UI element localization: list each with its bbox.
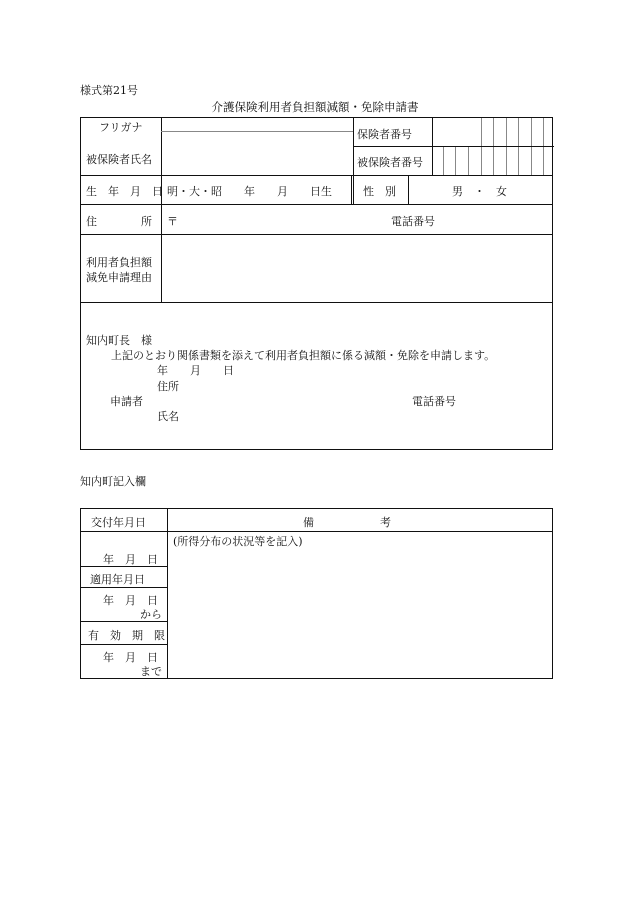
applicant-label: 申請者 (110, 395, 143, 408)
sex-label: 性 別 (363, 185, 396, 198)
until-label: まで (140, 665, 162, 678)
remarks-label: 備 考 (303, 516, 391, 529)
reason-label-1: 利用者負担額 (86, 256, 152, 269)
insured-number-label: 被保険者番号 (357, 156, 423, 169)
remarks-note: (所得分布の状況等を記入) (173, 535, 303, 548)
applicant-name-label: 氏名 (157, 410, 179, 423)
validity-ymd: 年 月 日 (103, 651, 158, 664)
sex-value: 男 ・ 女 (452, 185, 507, 198)
reason-label-2: 減免申請理由 (86, 271, 152, 284)
issue-date-label: 交付年月日 (91, 516, 146, 529)
issue-ymd: 年 月 日 (103, 553, 158, 566)
phone-label: 電話番号 (391, 215, 435, 228)
declaration-date: 年 月 日 (157, 364, 234, 377)
insurer-number-label: 保険者番号 (357, 128, 412, 141)
insured-name-label: 被保険者氏名 (86, 153, 152, 166)
application-form (80, 117, 553, 450)
applicant-phone-label: 電話番号 (412, 395, 456, 408)
address-label: 住 所 (86, 215, 152, 228)
declaration-statement: 上記のとおり関係書類を添えて利用者負担額に係る減額・免除を申請します。 (111, 349, 496, 362)
effective-date-label: 適用年月日 (90, 573, 145, 586)
form-number: 様式第21号 (80, 84, 138, 97)
office-use-table (80, 508, 553, 679)
effective-ymd: 年 月 日 (103, 594, 158, 607)
from-label: から (140, 608, 162, 621)
validity-label: 有 効 期 限 (88, 629, 165, 642)
addressee: 知内町長 様 (86, 334, 152, 347)
form-title: 介護保険利用者負担額減額・免除申請書 (211, 100, 419, 114)
birth-date-label: 生 年 月 日 (86, 185, 163, 198)
applicant-address-label: 住所 (157, 380, 179, 393)
furigana-label: フリガナ (99, 121, 143, 134)
office-section-heading: 知内町記入欄 (80, 475, 146, 488)
birth-date-value: 明・大・昭 年 月 日生 (167, 185, 332, 198)
postal-mark: 〒 (167, 215, 178, 228)
